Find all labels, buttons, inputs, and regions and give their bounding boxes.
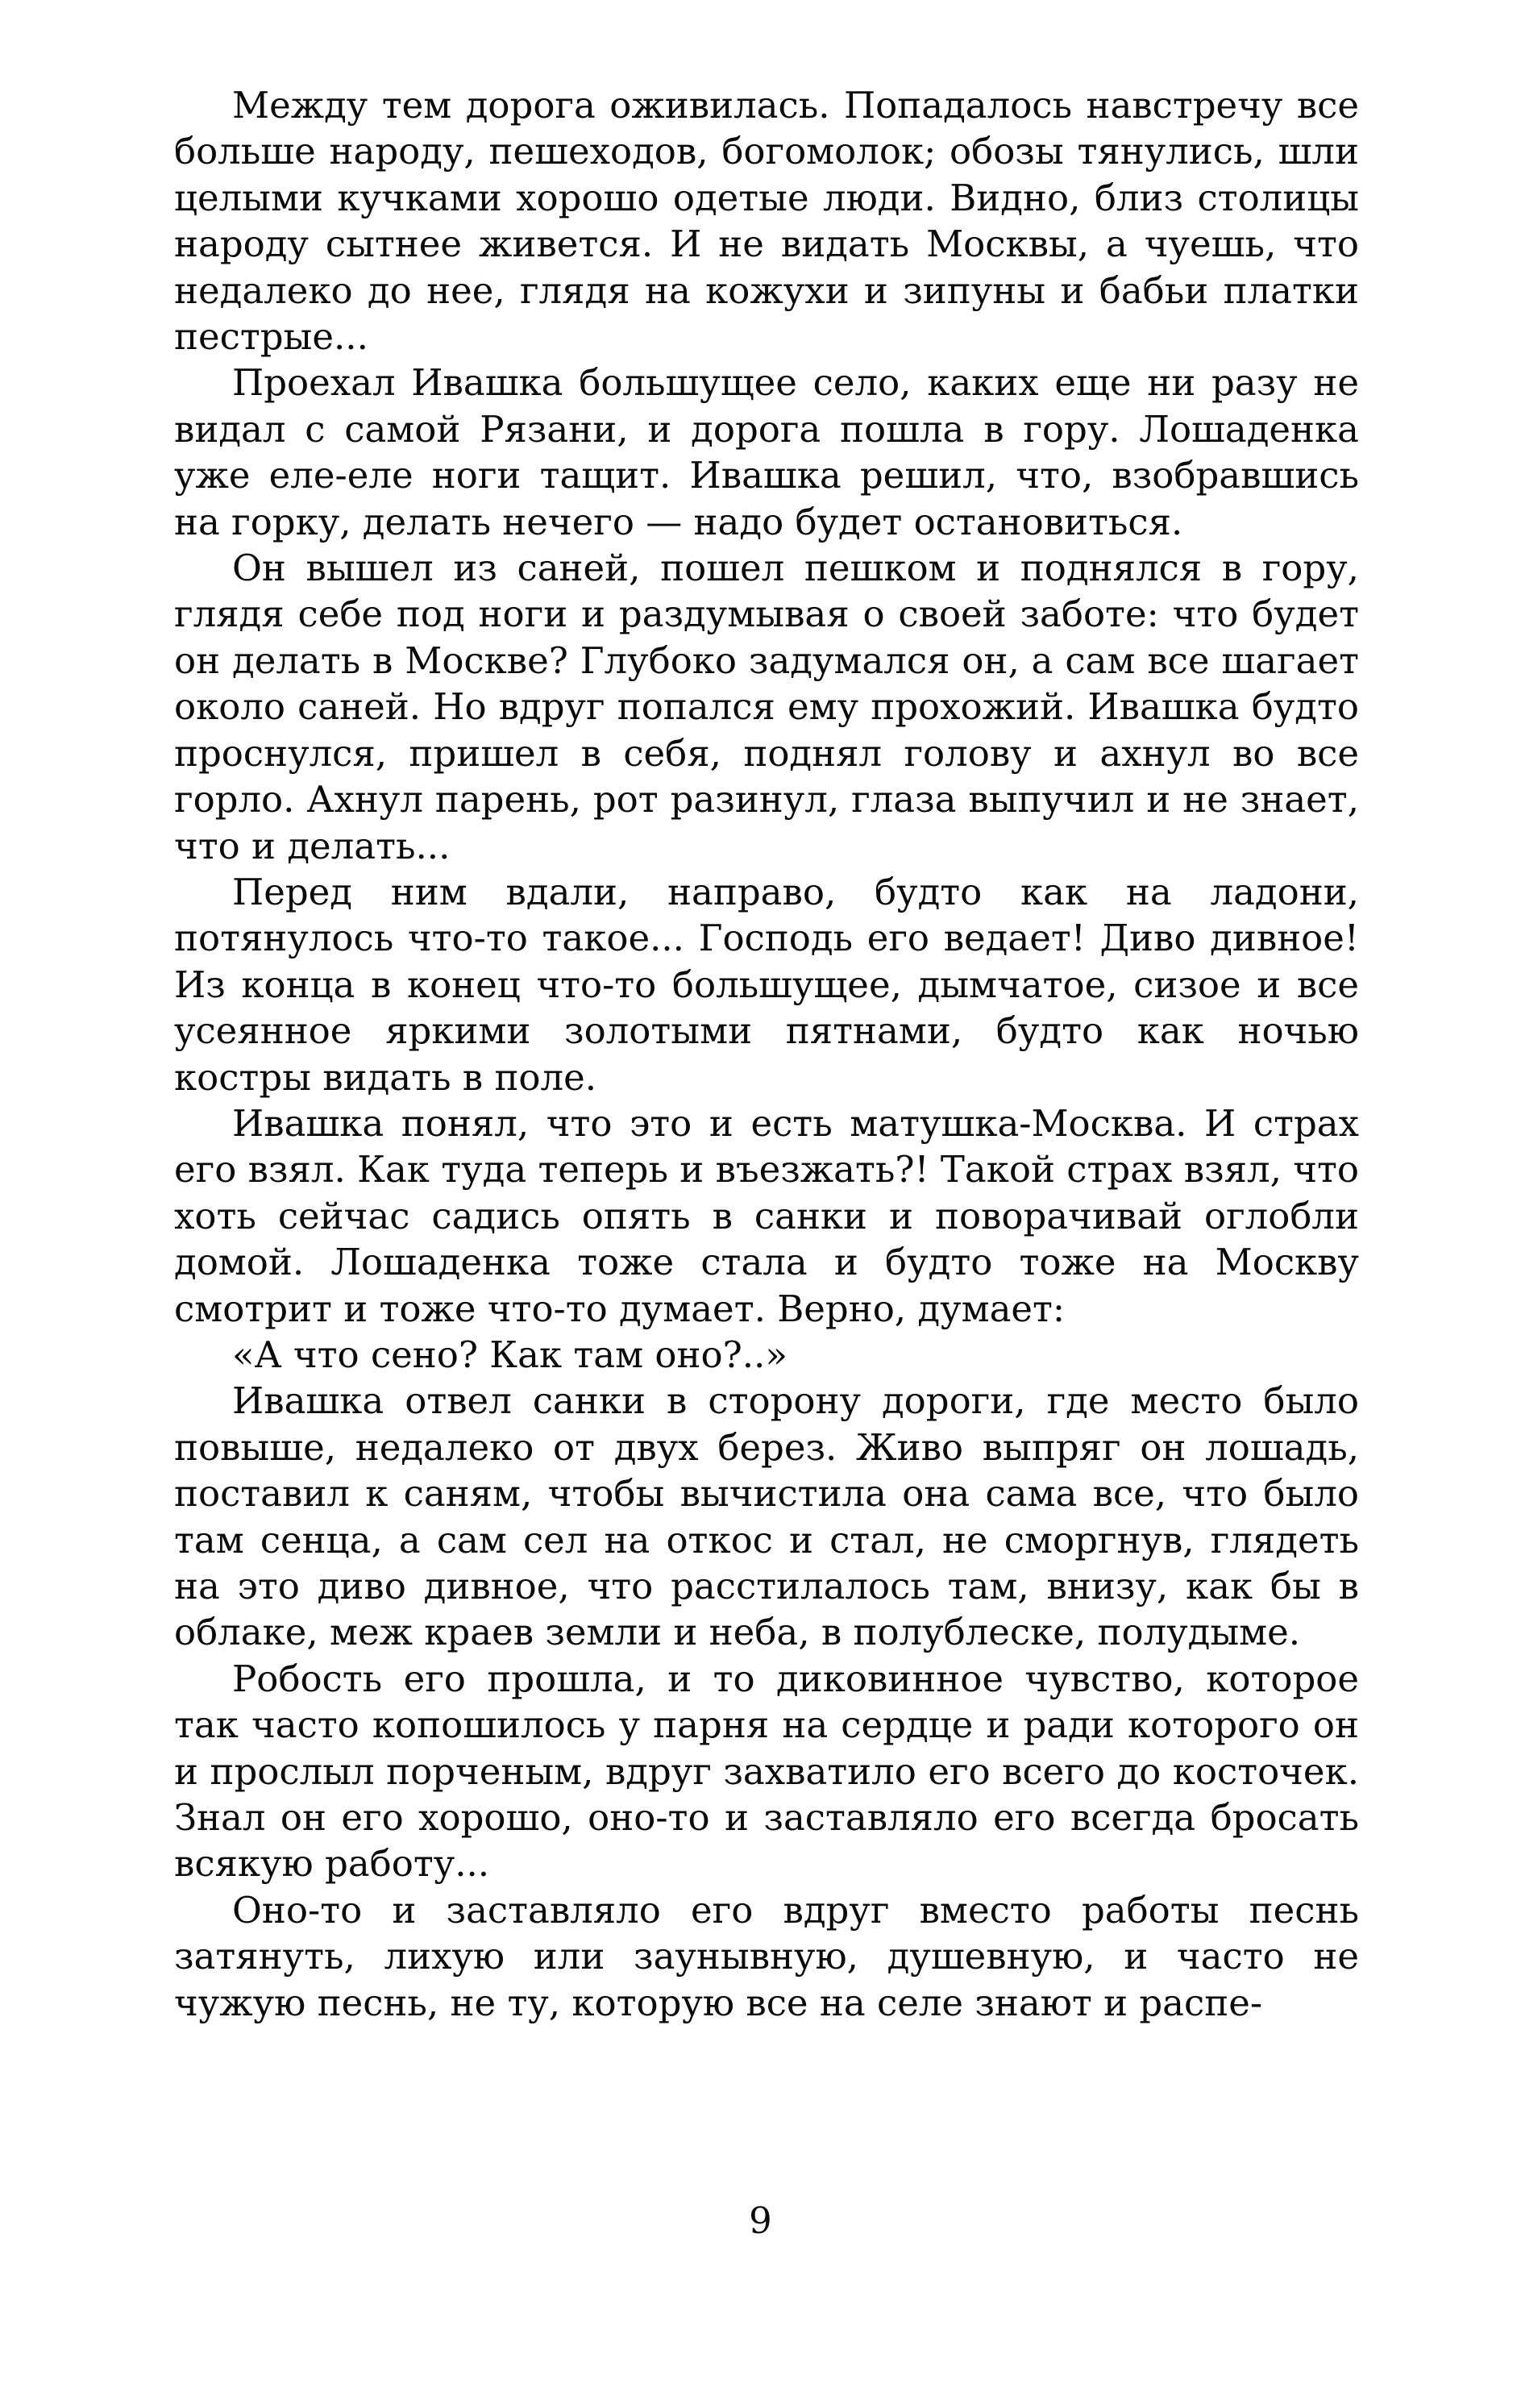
paragraph: Между тем дорога оживилась. Попадалось навстречу все больше народу, пешеходов, богомолок; обозы тянулись, шли целыми кучками хорошо одетые люди. Видно, близ столицы народу сытнее живется. И не видать Москвы, а чуешь, что недалеко до нее, глядя на кожухи и зипуны и бабьи платки пестрые... <box>174 84 1359 359</box>
paragraph: Оно-то и заставляло его вдруг вместо работы песнь затянуть, лихую или заунывную, душевную, и часто не чужую песнь, не ту, которую все на селе знают и распе- <box>174 1888 1359 2024</box>
paragraph: «А что сено? Как там оно?..» <box>232 1333 788 1376</box>
page-body <box>174 82 1359 2026</box>
paragraph: Перед ним вдали, направо, будто как на ладони, потянулось что-то такое... Господь его ведает! Диво дивное! Из конца в конец что-то большущее, дымчатое, сизое и все усеянное яркими золотыми пятнами, будто как ночью костры видать в поле. <box>174 870 1359 1099</box>
paragraph: Он вышел из саней, пошел пешком и поднялся в гору, глядя себе под ноги и раздумывая о своей заботе: что будет он делать в Москве? Глубоко задумался он, а сам все шагает около саней. Но вдруг попался ему прохожий. Ивашка будто проснулся, пришел в себя, поднял голову и ахнул во все горло. Ахнул парень, рот разинул, глаза выпучил и не знает, что и делать... <box>174 547 1359 867</box>
paragraph: Ивашка понял, что это и есть матушка-Москва. И страх его взял. Как туда теперь и въезжать?! Такой страх взял, что хоть сейчас садись опять в санки и поворачивай оглобли домой. Лошаденка тоже стала и будто тоже на Москву смотрит и тоже что-то думает. Верно, думает: <box>174 1101 1359 1330</box>
paragraph: Робость его прошла, и то диковинное чувство, которое так часто копошилось у парня на сердце и ради которого он и прослыл порченым, вдруг захватило его всего до косточек. Знал он его хорошо, оно-то и заставляло его всегда бросать всякую работу... <box>174 1657 1359 1886</box>
page-number: 9 <box>749 2199 772 2242</box>
paragraph: Ивашка отвел санки в сторону дороги, где место было повыше, недалеко от двух берез. Живо выпряг он лошадь, поставил к саням, чтобы вычистила она сама все, что было там сенца, а сам сел на откос и стал, не сморгнув, глядеть на это диво дивное, что расстилалось там, внизу, как бы в облаке, меж краев земли и неба, в полублеске, полудыме. <box>174 1379 1359 1654</box>
paragraph: Проехал Ивашка большущее село, каких еще ни разу не видал с самой Рязани, и дорога пошла в гору. Лошаденка уже еле-еле ноги тащит. Ивашка решил, что, взобравшись на горку, делать нечего — надо будет остановиться. <box>174 361 1359 543</box>
